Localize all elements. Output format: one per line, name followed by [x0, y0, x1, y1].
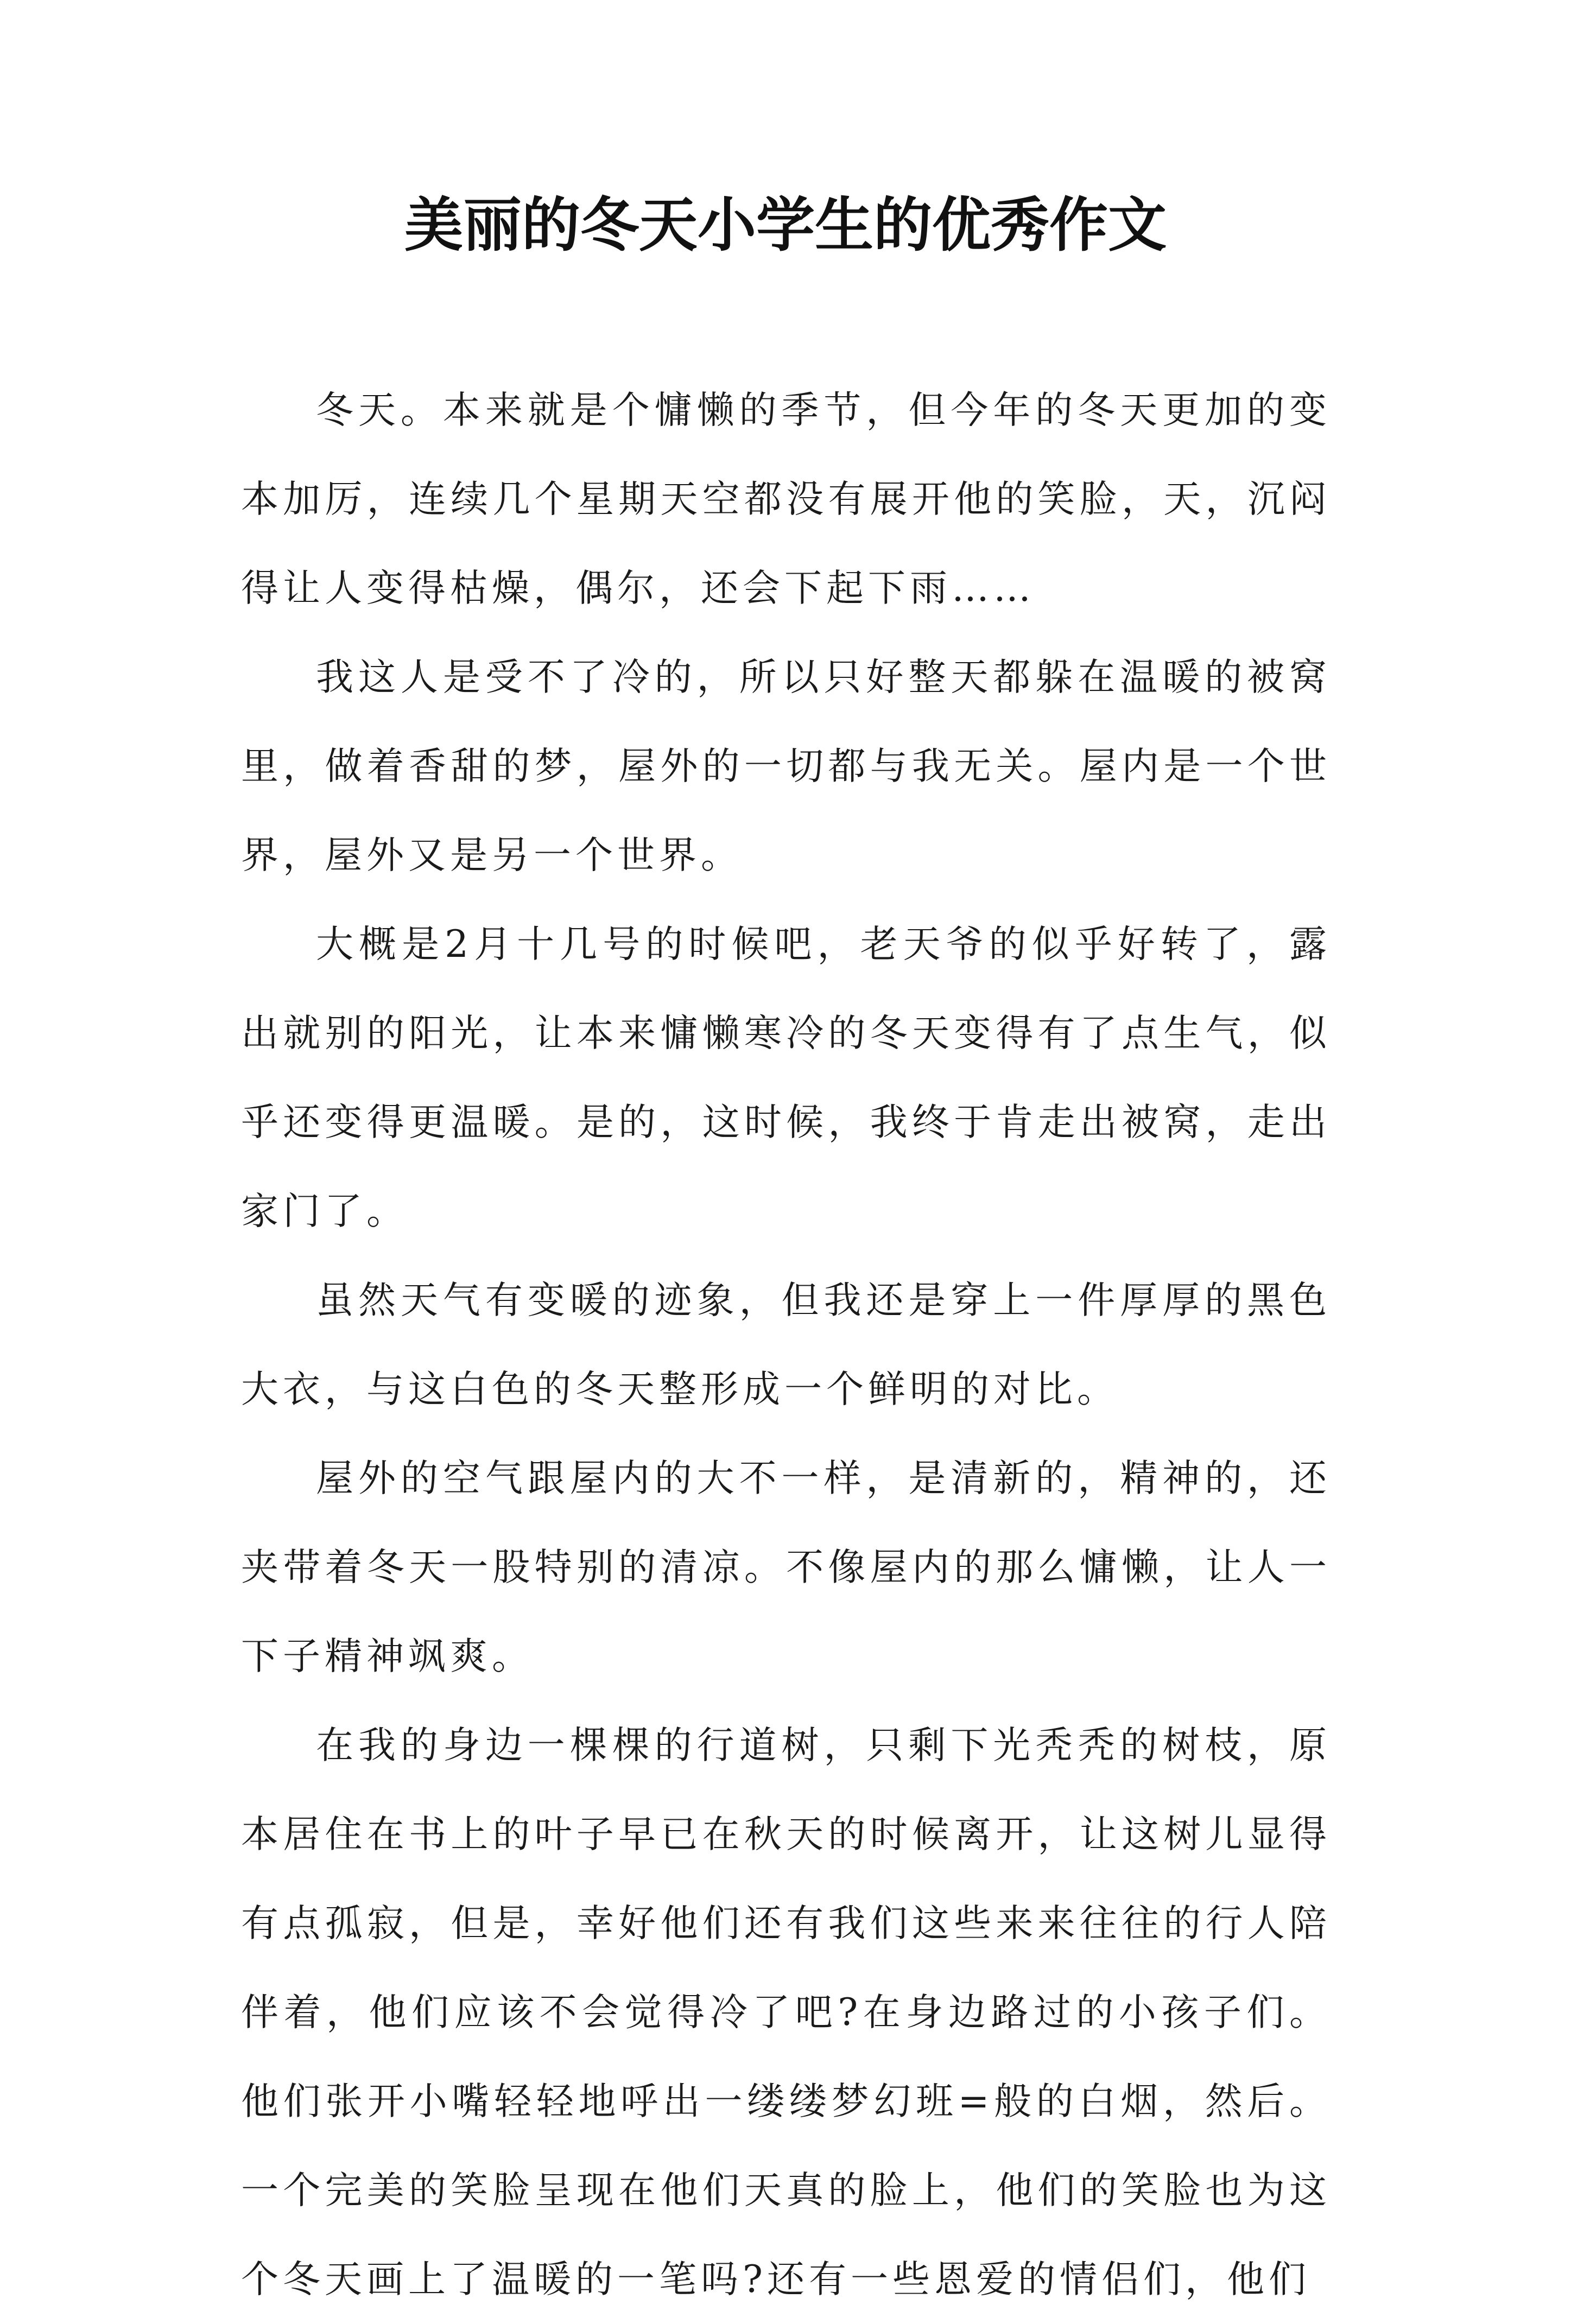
paragraph: 在我的身边一棵棵的行道树，只剩下光秃秃的树枝，原本居住在书上的叶子早已在秋天的时候离开，让这树儿显得有点孤寂，但是，幸好他们还有我们这些来来往往的行人陪伴着，他们应该不会觉得冷了吧?在身边路过的小孩子们。他们张开小嘴轻轻地呼出一缕缕梦幻班=般的白烟，然后。一个完美的笑脸呈现在他们天真的脸上，他们的笑脸也为这个冬天画上了温暖的一笔吗?还有一些恩爱的情侣们，他们 [241, 1724, 1331, 2301]
document-title: 美丽的冬天小学生的优秀作文 [404, 191, 1167, 259]
paragraph: 我这人是受不了冷的，所以只好整天都躲在温暖的被窝里，做着香甜的梦，屋外的一切都与我无关。屋内是一个世界，屋外又是另一个世界。 [241, 656, 1331, 877]
paragraph: 大概是2月十几号的时候吧，老天爷的似乎好转了，露出就别的阳光，让本来慵懒寒冷的冬天变得有了点生气，似乎还变得更温暖。是的，这时候，我终于肯走出被窝，走出家门了。 [241, 923, 1331, 1233]
document-body [241, 366, 1331, 2324]
paragraph: 屋外的空气跟屋内的大不一样，是清新的，精神的，还夹带着冬天一股特别的清凉。不像屋内的那么慵懒，让人一下子精神飒爽。 [241, 1457, 1331, 1678]
paragraph: 冬天。本来就是个慵懒的季节，但今年的冬天更加的变本加厉，连续几个星期天空都没有展开他的笑脸，天，沉闷得让人变得枯燥，偶尔，还会下起下雨…… [241, 389, 1331, 610]
paragraph: 虽然天气有变暖的迹象，但我还是穿上一件厚厚的黑色大衣，与这白色的冬天整形成一个鲜明的对比。 [241, 1279, 1331, 1411]
